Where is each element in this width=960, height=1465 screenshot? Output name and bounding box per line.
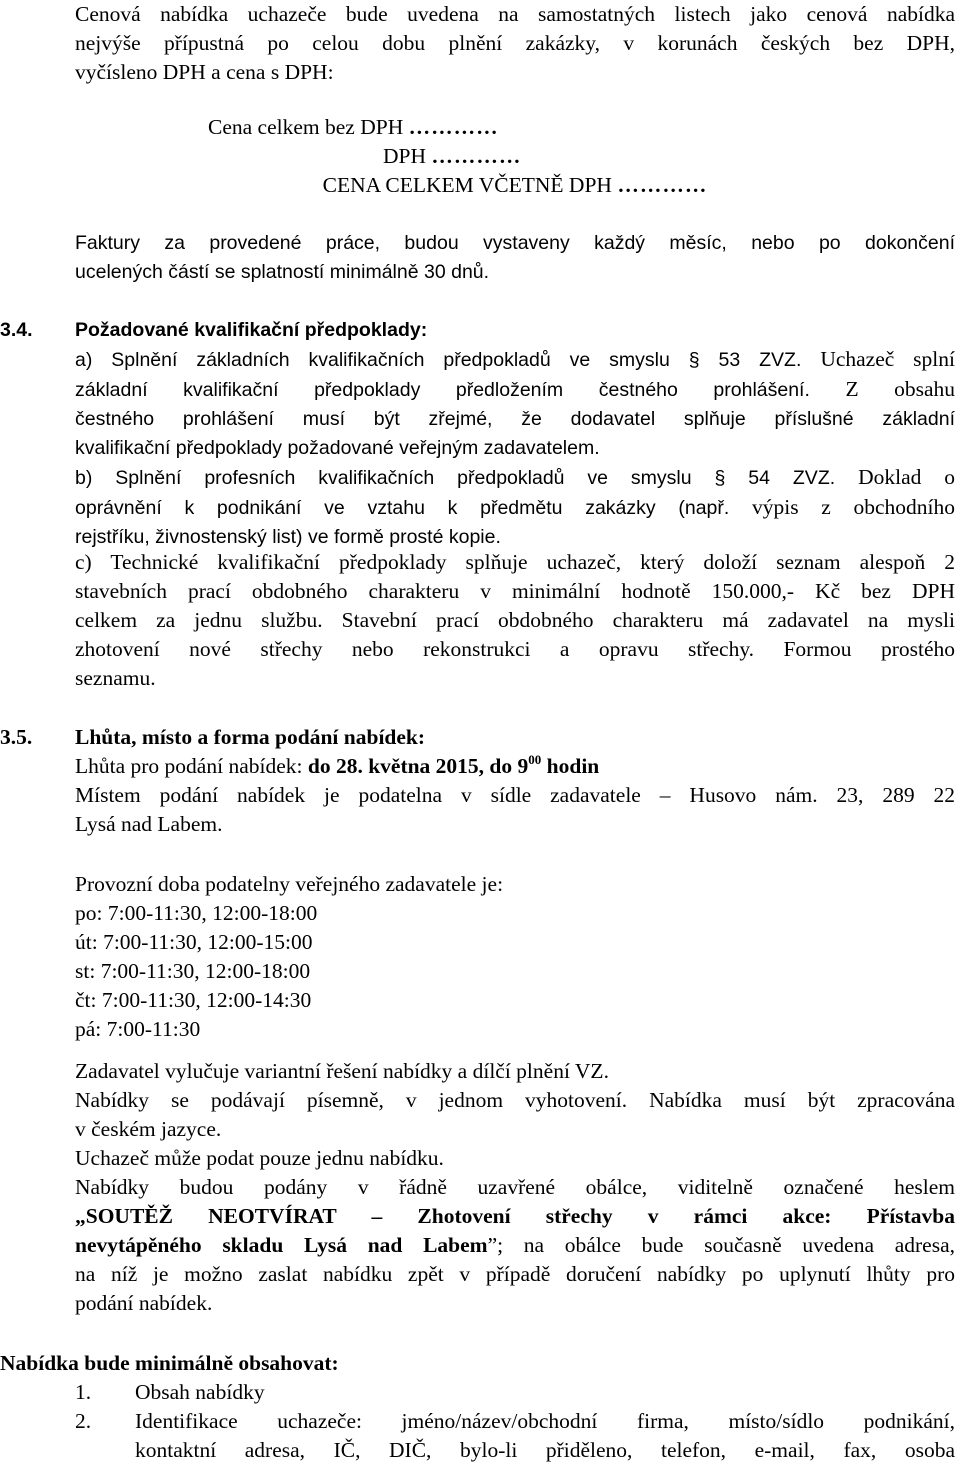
invoices-paragraph [75, 229, 955, 287]
section-heading: Požadované kvalifikační předpoklady: [75, 319, 428, 341]
qualification-line: kvalifikační předpoklady požadované veřejným zadavatelem. [75, 437, 600, 459]
rule-line: na níž je možno zaslat nabídku zpět v případě doručení nabídky po uplynutí lhůty pro [75, 1262, 955, 1286]
price-label: Cena celkem bez DPH [208, 115, 404, 139]
envelope-label-line: „SOUTĚŽ NEOTVÍRAT – Zhotovení střechy v rámci akce: Přístavba [75, 1204, 955, 1228]
price-dots: ………… [408, 115, 499, 139]
qualification-text: výpis z obchodního [752, 495, 956, 519]
rule-line: Uchazeč může podat pouze jednu nabídku. [75, 1146, 444, 1170]
price-dots: ………… [431, 144, 522, 168]
qualification-text: Doklad o [858, 465, 955, 489]
list-item: Obsah nabídky [135, 1380, 265, 1404]
contents-heading: Nabídka bude minimálně obsahovat: [0, 1351, 339, 1375]
list-item-number: 2. [75, 1409, 92, 1433]
place-line: Lysá nad Labem. [75, 812, 223, 836]
rule-line: Nabídky budou podány v řádně uzavřené obálce, viditelně označené heslem [75, 1175, 955, 1199]
section-number: 3.4. [0, 319, 33, 341]
submission-rules [75, 1057, 955, 1318]
list-item-number: 1. [75, 1380, 92, 1404]
place-line: Místem podání nabídek je podatelna v sídle zadavatele – Husovo nám. 23, 289 22 [75, 783, 955, 807]
rule-line [75, 1231, 955, 1260]
qualification-line: celkem za jednu službu. Stavební prací obdobného charakteru má zadavatel na mysli [75, 608, 955, 632]
qualification-line: rejstříku, živnostenský list) ve formě prosté kopie. [75, 526, 501, 548]
qualification-line [75, 345, 955, 375]
hours-title: Provozní doba podatelny veřejného zadavatele je: [75, 872, 504, 896]
section-heading: Lhůta, místo a forma podání nabídek: [75, 725, 426, 749]
qualification-line: stavebních prací obdobného charakteru v minimální hodnotě 150.000,- Kč bez DPH [75, 579, 955, 603]
rule-line: Nabídky se podávají písemně, v jednom vyhotovení. Nabídka musí být zpracována [75, 1088, 955, 1112]
office-hours [75, 870, 955, 1044]
section-number: 3.5. [0, 725, 33, 749]
qualification-text: Uchazeč splní [820, 347, 955, 371]
hours-row: pá: 7:00-11:30 [75, 1017, 201, 1041]
qualification-text: Z obsahu [845, 377, 955, 401]
list-item-line: kontaktní adresa, IČ, DIČ, bylo-li přiděleno, telefon, e-mail, fax, osoba [135, 1438, 955, 1462]
intro-paragraph [75, 0, 955, 87]
qualification-text: a) Splnění základních kvalifikačních předpokladů ve smyslu § 53 ZVZ. [75, 349, 802, 371]
deadline-sup: 00 [528, 752, 542, 767]
list-item [135, 1407, 955, 1465]
deadline-label: Lhůta pro podání nabídek: [75, 754, 308, 778]
section-3-5 [75, 723, 955, 839]
intro-line: Cenová nabídka uchazeče bude uvedena na samostatných listech jako cenová nabídka [75, 2, 955, 26]
rule-line: Zadavatel vylučuje variantní řešení nabídky a dílčí plnění VZ. [75, 1059, 609, 1083]
qualification-line [75, 375, 955, 405]
invoices-line: Faktury za provedené práce, budou vystaveny každý měsíc, nebo po dokončení [75, 232, 955, 254]
section-3-4 [75, 316, 955, 552]
qualification-line: c) Technické kvalifikační předpoklady splňuje uchazeč, který doloží seznam alespoň 2 [75, 550, 955, 574]
hours-row: po: 7:00-11:30, 12:00-18:00 [75, 901, 318, 925]
hours-row: út: 7:00-11:30, 12:00-15:00 [75, 930, 313, 954]
qualification-line: seznamu. [75, 666, 156, 690]
hours-row: st: 7:00-11:30, 12:00-18:00 [75, 959, 311, 983]
price-label: DPH [383, 144, 427, 168]
price-dots: ………… [617, 173, 708, 197]
deadline-line [75, 752, 955, 781]
price-line-celkem [75, 171, 955, 200]
qualification-text: základní kvalifikační předpoklady předložením čestného prohlášení. [75, 379, 810, 401]
rule-line: podání nabídek. [75, 1291, 213, 1315]
qualification-line: čestného prohlášení musí být zřejmé, že dodavatel splňuje příslušné základní [75, 408, 955, 430]
invoices-line: ucelených částí se splatností minimálně 30 dnů. [75, 261, 490, 283]
rule-text: ”; na obálce bude současně uvedena adresa, [487, 1233, 956, 1257]
rule-line: v českém jazyce. [75, 1117, 222, 1141]
qualification-line [75, 463, 955, 493]
intro-line: vyčísleno DPH a cena s DPH: [75, 60, 334, 84]
intro-line: nejvýše přípustná po celou dobu plnění zakázky, v korunách českých bez DPH, [75, 31, 955, 55]
price-line-dph [383, 142, 521, 171]
deadline-value: do 28. května 2015, do 9 [307, 754, 529, 778]
qualification-line: zhotovení nové střechy nebo rekonstrukci a opravu střechy. Formou prostého [75, 637, 955, 661]
envelope-label-text: nevytápěného skladu Lysá nad Labem [75, 1233, 488, 1257]
section-3-4-c [75, 548, 955, 693]
qualification-line [75, 493, 955, 523]
price-line-bez-dph [208, 113, 499, 142]
price-label: CENA CELKEM VČETNĚ DPH [322, 173, 612, 197]
deadline-tail: hodin [541, 754, 600, 778]
qualification-text: oprávnění k podnikání ve vztahu k předmětu zakázky (např. [75, 497, 730, 519]
list-item-line: Identifikace uchazeče: jméno/název/obchodní firma, místo/sídlo podnikání, [135, 1409, 955, 1433]
qualification-text: b) Splnění profesních kvalifikačních předpokladů ve smyslu § 54 ZVZ. [75, 467, 836, 489]
hours-row: čt: 7:00-11:30, 12:00-14:30 [75, 988, 312, 1012]
